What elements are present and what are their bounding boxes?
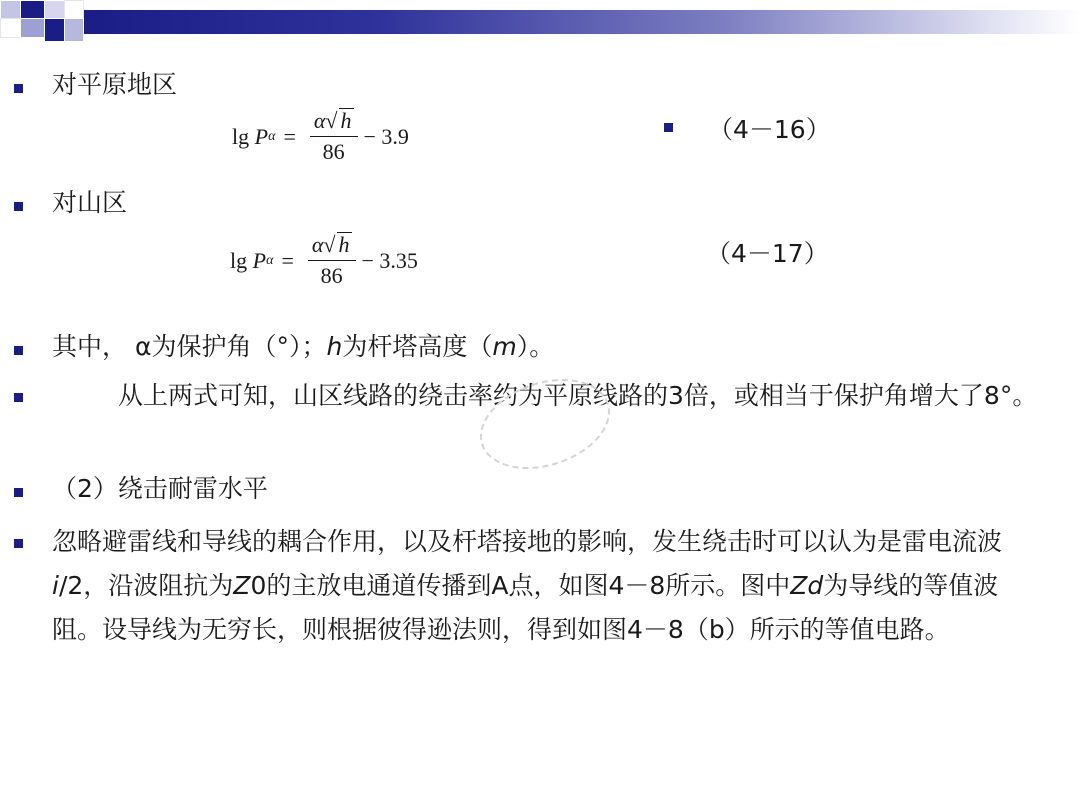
plain-region-heading: 对平原地区: [52, 70, 178, 99]
header-square: [64, 18, 84, 42]
formula-lg: lg: [232, 123, 250, 149]
formula-fraction: [310, 108, 358, 165]
section-title: （2）绕击耐雷水平: [52, 474, 268, 503]
formula-4-16: [232, 108, 409, 165]
header-square: [64, 0, 84, 20]
body-paragraph: 忽略避雷线和导线的耦合作用，以及杆塔接地的影响，发生绕击时可以认为是雷电流波i/2，沿波阻抗为Z0的主放电通道传播到A点，如图4－8所示。图中Zd为导线的等值波阻。设导线为无穷长，则根据彼得逊法则，得到如图4－8（b）所示的等值电路。: [52, 527, 1003, 644]
bullet-icon: [664, 123, 673, 132]
definition-line: 其中， α为保护角（°）；h为杆塔高度（m）。: [52, 332, 555, 361]
header-square: [20, 0, 46, 20]
formula-subscript: α: [268, 128, 276, 144]
header-square: [44, 18, 66, 42]
bullet-icon: [14, 539, 23, 548]
mountain-region-heading: 对山区: [52, 188, 128, 217]
formula-tail: − 3.9: [363, 123, 409, 149]
equation-number-4-16: （4－16）: [708, 115, 831, 144]
formula-fraction: $\frac{\alpha√ h}{86}$: [308, 232, 356, 289]
header-square: [0, 0, 22, 20]
formula-numerator: α√ h: [310, 108, 358, 137]
header-square: [20, 18, 46, 38]
header-square: [0, 18, 22, 38]
formula-denominator: 86: [322, 139, 345, 164]
bullet-icon: [14, 393, 23, 402]
conclusion-paragraph: 从上两式可知，山区线路的绕击率约为平原线路的3倍，或相当于保护角增大了8°。: [118, 381, 1038, 410]
equation-number-4-17: （4－17）: [706, 239, 829, 268]
header-decoration: [0, 0, 1080, 44]
bullet-icon: [14, 202, 23, 211]
formula-4-17: lg P α = $\frac{\alpha√ h}{86}$ − 3.35: [230, 232, 418, 288]
formula-equals: =: [283, 123, 296, 149]
bullet-icon: [14, 488, 23, 497]
header-square: [44, 0, 66, 20]
bullet-icon: [14, 84, 23, 93]
header-gradient-bar: [80, 10, 1080, 34]
formula-p: P: [254, 123, 269, 149]
bullet-icon: [14, 346, 23, 355]
